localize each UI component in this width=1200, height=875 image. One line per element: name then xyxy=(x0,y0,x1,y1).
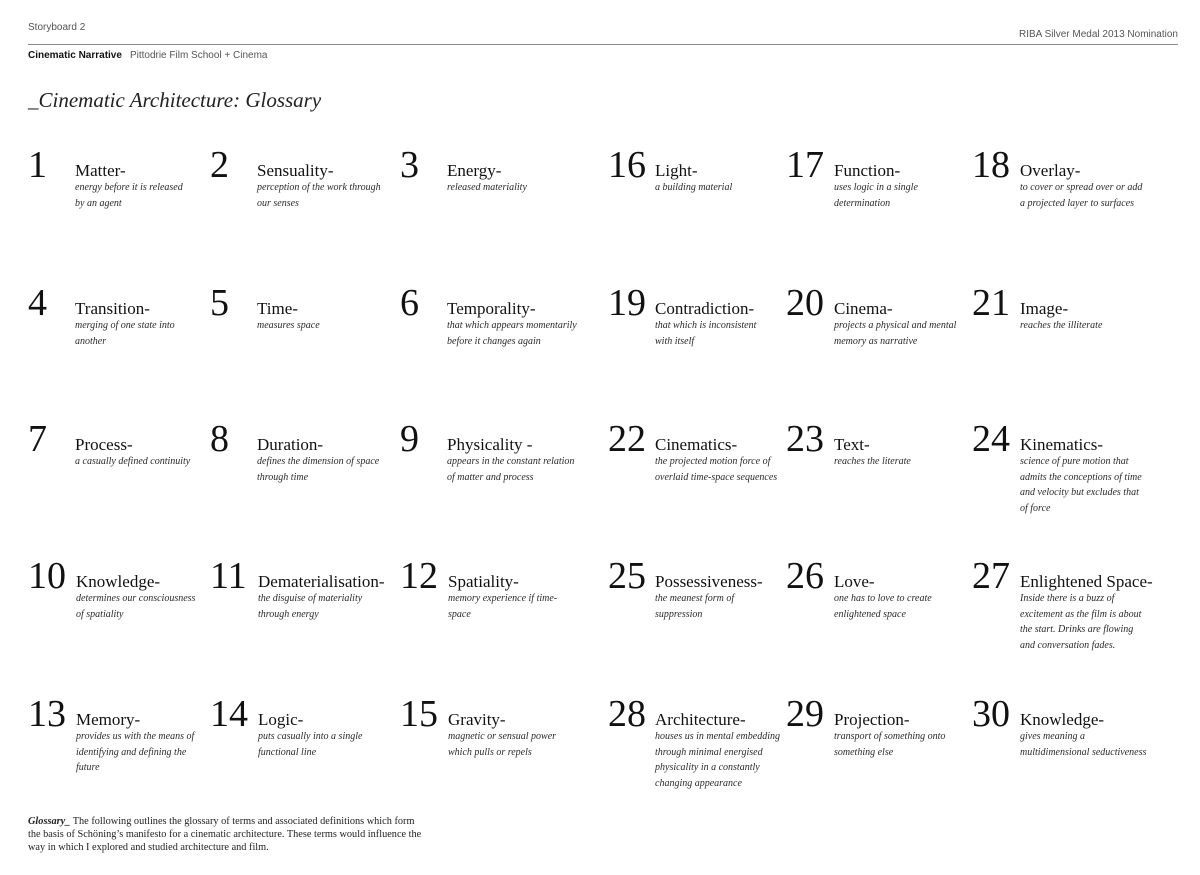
entry-definition: houses us in mental embedding through minimal energised physicality in a constantly changing appearance xyxy=(655,731,780,789)
entry-number: 23 xyxy=(786,418,824,460)
entry-definition: puts casually into a single functional line xyxy=(258,731,363,758)
entry-definition: released materiality xyxy=(447,182,527,193)
entry-number: 11 xyxy=(210,555,247,597)
entry-number: 17 xyxy=(786,144,824,186)
entry-number: 4 xyxy=(28,282,47,324)
entry-term: Cinematics- xyxy=(655,435,738,454)
entry-definition: one has to love to create enlightened space xyxy=(834,593,932,620)
entry-number: 3 xyxy=(400,144,419,186)
entry-term: Process- xyxy=(75,435,133,454)
entry-definition: the disguise of materiality through energy xyxy=(258,593,363,620)
entry-term: Time- xyxy=(257,299,298,318)
entry-definition: determines our consciousness of spatiality xyxy=(76,593,196,620)
entry-definition: transport of something onto something else xyxy=(834,731,946,758)
footnote-text: The following outlines the glossary of terms and associated definitions which form the basis of Schöning’s manifesto for a cinematic architecture. These terms would influence the way in which I explored and studied architecture and film. xyxy=(28,816,422,853)
entry-number: 10 xyxy=(28,555,66,597)
entry-number: 16 xyxy=(608,144,646,186)
entry-definition: gives meaning a multidimensional seductiveness xyxy=(1020,731,1147,758)
entry-number: 18 xyxy=(972,144,1010,186)
entry-number: 2 xyxy=(210,144,229,186)
entry-definition: merging of one state into another xyxy=(75,320,175,347)
entry-definition: to cover or spread over or add a projected layer to surfaces xyxy=(1020,182,1143,209)
entry-number: 30 xyxy=(972,693,1010,735)
entry-definition: that which is inconsistent with itself xyxy=(655,320,757,347)
entry-number: 13 xyxy=(28,693,66,735)
entry-term: Love- xyxy=(834,572,875,591)
entry-number: 26 xyxy=(786,555,824,597)
entry-number: 27 xyxy=(972,555,1010,597)
entry-definition: measures space xyxy=(257,320,320,331)
entry-definition: reaches the illiterate xyxy=(1020,320,1103,331)
entry-term: Duration- xyxy=(257,435,324,454)
entry-number: 9 xyxy=(400,418,419,460)
entry-term: Knowledge- xyxy=(1020,710,1105,729)
entry-number: 7 xyxy=(28,418,47,460)
project-line xyxy=(28,50,268,61)
entry-number: 25 xyxy=(608,555,646,597)
entry-definition: a casually defined continuity xyxy=(75,456,191,467)
entry-definition: the projected motion force of overlaid time-space sequences xyxy=(655,456,778,483)
entry-term: Energy- xyxy=(447,161,502,180)
header-bar xyxy=(28,0,1178,45)
entry-number: 5 xyxy=(210,282,229,324)
entry-definition: the meanest form of suppression xyxy=(655,593,735,620)
entry-term: Logic- xyxy=(258,710,304,729)
entry-number: 15 xyxy=(400,693,438,735)
entry-number: 14 xyxy=(210,693,248,735)
entry-definition: perception of the work through our senses xyxy=(257,182,381,209)
project-subtitle: Pittodrie Film School + Cinema xyxy=(129,50,268,61)
entry-term: Possessiveness- xyxy=(655,572,763,591)
entry-definition: Inside there is a buzz of excitement as the film is about the start. Drinks are flowing and conversation fades. xyxy=(1020,593,1142,651)
entry-definition: science of pure motion that admits the conceptions of time and velocity but excludes that of force xyxy=(1020,456,1142,514)
entry-definition: energy before it is released by an agent xyxy=(75,182,183,209)
entry-term: Image- xyxy=(1020,299,1069,318)
entry-number: 12 xyxy=(400,555,438,597)
project-title: Cinematic Narrative xyxy=(28,50,122,61)
entry-number: 8 xyxy=(210,418,229,460)
entry-definition: uses logic in a single determination xyxy=(834,182,918,209)
sheet-label: Storyboard 2 xyxy=(28,22,86,33)
entry-definition: projects a physical and mental memory as narrative xyxy=(834,320,957,347)
entry-definition: defines the dimension of space through time xyxy=(257,456,380,483)
entry-term: Physicality - xyxy=(447,435,533,454)
entry-definition: a building material xyxy=(655,182,733,193)
entry-number: 19 xyxy=(608,282,646,324)
entry-term: Overlay- xyxy=(1020,161,1081,180)
nomination-label: RIBA Silver Medal 2013 Nomination xyxy=(1019,29,1178,40)
entry-term: Projection- xyxy=(834,710,910,729)
footnote-lead: Glossary_ xyxy=(28,816,71,827)
page-title: _Cinematic Architecture: Glossary xyxy=(28,88,322,112)
entry-number: 29 xyxy=(786,693,824,735)
entry-definition: provides us with the means of identifying and defining the future xyxy=(76,731,195,773)
entry-definition: magnetic or sensual power which pulls or repels xyxy=(448,731,557,758)
entry-term: Spatiality- xyxy=(448,572,519,591)
glossary-footnote xyxy=(28,815,423,854)
entry-term: Function- xyxy=(834,161,901,180)
entry-definition: appears in the constant relation of matter and process xyxy=(447,456,575,483)
entry-term: Contradiction- xyxy=(655,299,755,318)
entry-definition: reaches the literate xyxy=(834,456,911,467)
entry-term: Sensuality- xyxy=(257,161,334,180)
entry-number: 24 xyxy=(972,418,1010,460)
entry-term: Dematerialisation- xyxy=(258,572,385,591)
entry-term: Matter- xyxy=(75,161,126,180)
entry-number: 20 xyxy=(786,282,824,324)
entry-term: Cinema- xyxy=(834,299,893,318)
entry-term: Temporality- xyxy=(447,299,536,318)
entry-term: Light- xyxy=(655,161,698,180)
entry-term: Architecture- xyxy=(655,710,746,729)
entry-number: 1 xyxy=(28,144,47,186)
entry-definition: that which appears momentarily before it changes again xyxy=(447,320,577,347)
entry-number: 22 xyxy=(608,418,646,460)
entry-definition: memory experience if time- space xyxy=(448,593,558,620)
entry-term: Memory- xyxy=(76,710,141,729)
entry-term: Knowledge- xyxy=(76,572,161,591)
entry-term: Kinematics- xyxy=(1020,435,1104,454)
entry-number: 21 xyxy=(972,282,1010,324)
entry-term: Gravity- xyxy=(448,710,506,729)
entry-number: 6 xyxy=(400,282,419,324)
entry-term: Transition- xyxy=(75,299,150,318)
entry-term: Text- xyxy=(834,435,870,454)
entry-term: Enlightened Space- xyxy=(1020,572,1153,591)
entry-number: 28 xyxy=(608,693,646,735)
